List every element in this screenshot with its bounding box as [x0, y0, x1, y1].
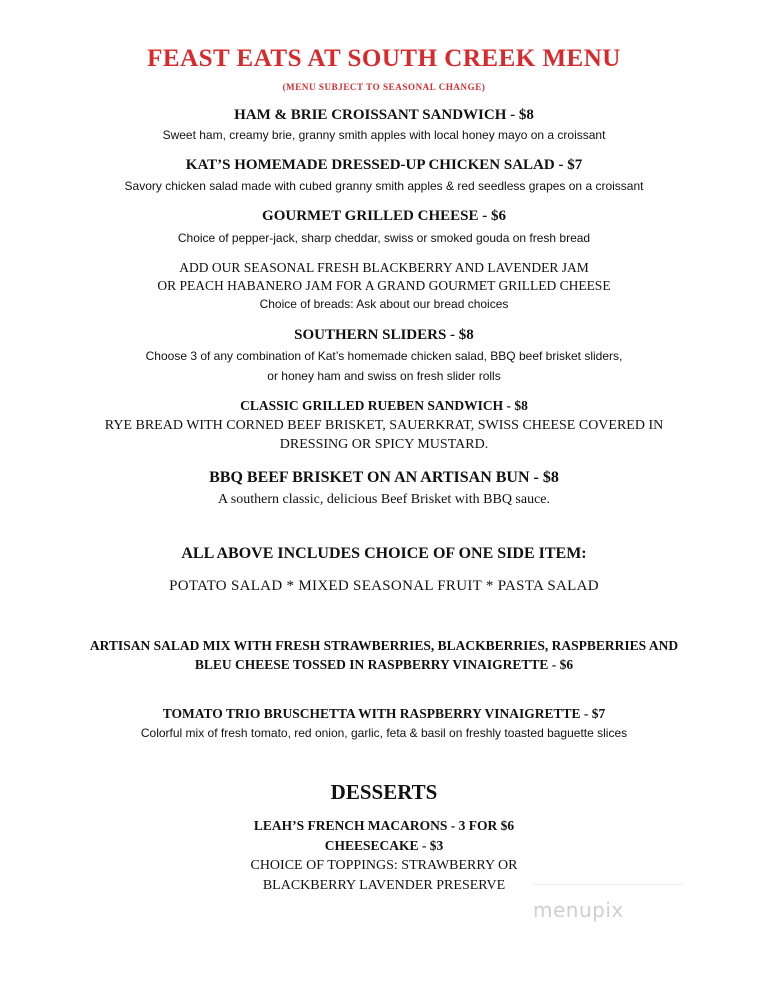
item-grilled-cheese-addon-line1: ADD OUR SEASONAL FRESH BLACKBERRY AND LAVENDER JAM: [179, 260, 589, 275]
item-grilled-cheese-addon-line2: OR PEACH HABANERO JAM FOR A GRAND GOURMET GRILLED CHEESE: [157, 278, 611, 293]
item-ham-brie-name: HAM & BRIE CROISSANT SANDWICH - $8: [234, 107, 534, 123]
item-sliders-description-line1: Choose 3 of any combination of Kat’s homemade chicken salad, BBQ beef brisket sliders,: [145, 349, 623, 363]
bruschetta-description: Colorful mix of fresh tomato, red onion, garlic, feta & basil on freshly toasted baguette slices: [140, 726, 628, 740]
dessert-toppings-line1: CHOICE OF TOPPINGS: STRAWBERRY OR: [250, 858, 518, 873]
menu-title: FEAST EATS AT SOUTH CREEK MENU: [147, 45, 621, 72]
item-rueben-description-line1: RYE BREAD WITH CORNED BEEF BRISKET, SAUERKRAT, SWISS CHEESE COVERED IN: [104, 418, 664, 433]
desserts-heading: DESSERTS: [330, 780, 438, 804]
dessert-cheesecake: CHEESECAKE - $3: [324, 838, 444, 853]
item-brisket-description: A southern classic, delicious Beef Brisket with BBQ sauce.: [217, 492, 551, 507]
item-grilled-cheese-description: Choice of pepper-jack, sharp cheddar, swiss or smoked gouda on fresh bread: [177, 231, 591, 245]
artisan-salad-line2: BLEU CHEESE TOSSED IN RASPBERRY VINAIGRETTE - $6: [194, 657, 574, 672]
watermark-logo: menupix: [533, 898, 624, 922]
item-rueben-name: CLASSIC GRILLED RUEBEN SANDWICH - $8: [240, 398, 528, 413]
item-ham-brie-description: Sweet ham, creamy brie, granny smith apples with local honey mayo on a croissant: [162, 128, 606, 142]
dessert-toppings-line2: BLACKBERRY LAVENDER PRESERVE: [262, 878, 506, 893]
artisan-salad-line1: ARTISAN SALAD MIX WITH FRESH STRAWBERRIES, BLACKBERRIES, RASPBERRIES AND: [89, 638, 679, 653]
item-sliders-name: SOUTHERN SLIDERS - $8: [294, 327, 474, 343]
sides-list: POTATO SALAD * MIXED SEASONAL FRUIT * PASTA SALAD: [169, 578, 599, 594]
bruschetta-name: TOMATO TRIO BRUSCHETTA WITH RASPBERRY VINAIGRETTE - $7: [162, 706, 606, 721]
sides-heading: ALL ABOVE INCLUDES CHOICE OF ONE SIDE ITEM:: [181, 545, 587, 562]
watermark-divider: [533, 884, 683, 885]
item-rueben-description-line2: DRESSING OR SPICY MUSTARD.: [279, 437, 489, 452]
item-brisket-name: BBQ BEEF BRISKET ON AN ARTISAN BUN - $8: [209, 469, 559, 486]
item-chicken-salad-name: KAT’S HOMEMADE DRESSED-UP CHICKEN SALAD - $7: [185, 157, 583, 173]
dessert-macarons: LEAH’S FRENCH MACARONS - 3 FOR $6: [253, 818, 515, 833]
item-grilled-cheese-bread-choices: Choice of breads: Ask about our bread choices: [259, 297, 509, 311]
item-grilled-cheese-name: GOURMET GRILLED CHEESE - $6: [262, 208, 506, 224]
item-chicken-salad-description: Savory chicken salad made with cubed granny smith apples & red seedless grapes on a croissant: [124, 179, 644, 193]
menu-subtitle: (MENU SUBJECT TO SEASONAL CHANGE): [282, 82, 486, 92]
item-sliders-description-line2: or honey ham and swiss on fresh slider rolls: [267, 369, 501, 383]
